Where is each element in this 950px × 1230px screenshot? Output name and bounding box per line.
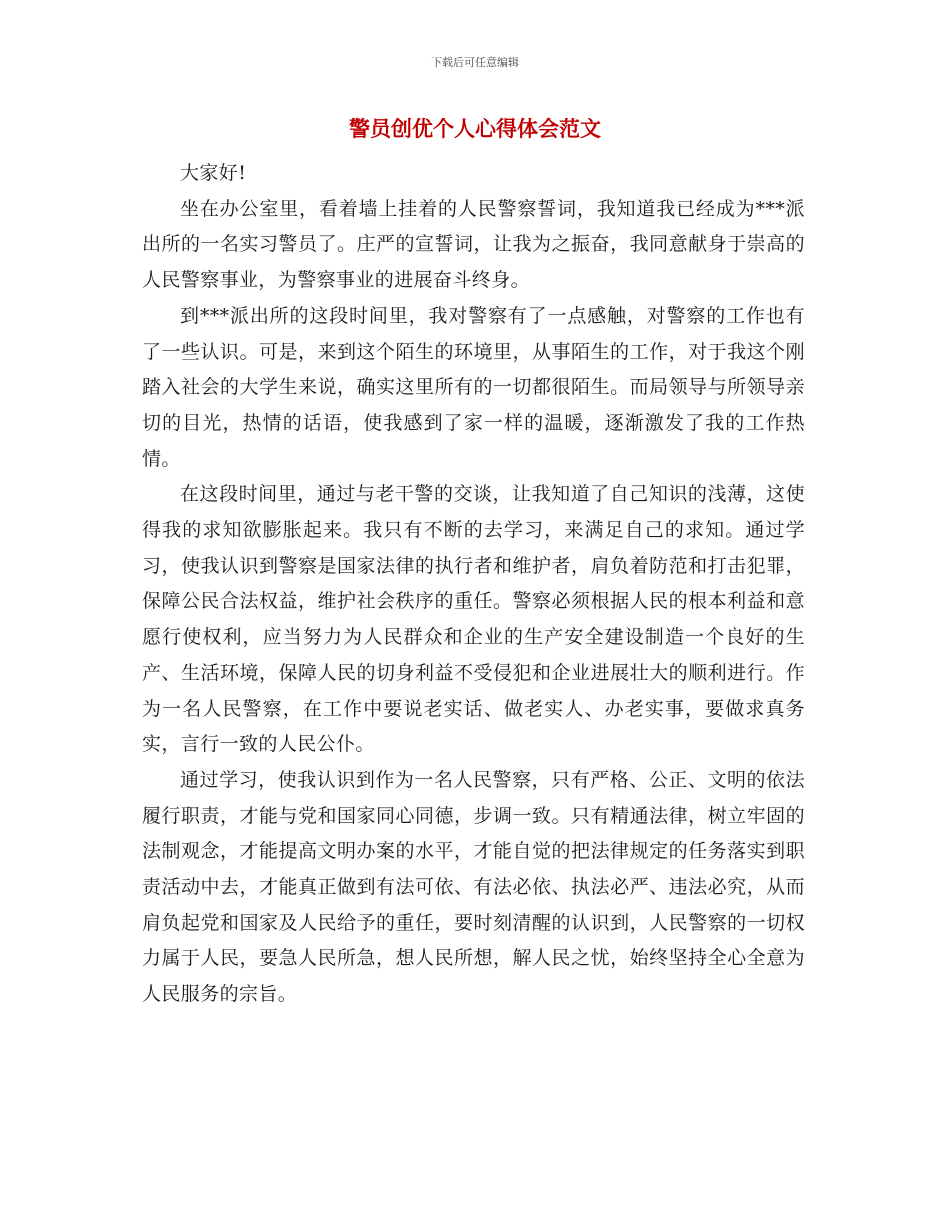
paragraph-greeting: 大家好! [180, 162, 247, 184]
paragraph: 到***派出所的这段时间里，我对警察有了一点感触，对警察的工作也有了一些认识。可是，来到这个陌生的环境里，从事陌生的工作，对于我这个刚踏入社会的大学生来说，确实这里所有的一切都很陌生。而局领导与所领导亲切的目光，热情的话语，使我感到了家一样的温暖，逐渐激发了我的工作热情。 [142, 304, 805, 470]
document-title: 警员创优个人心得体会范文 [349, 117, 601, 141]
document-body [142, 156, 805, 1013]
paragraph: 通过学习，使我认识到作为一名人民警察，只有严格、公正、文明的依法履行职责，才能与党和国家同心同德，步调一致。只有精通法律，树立牢固的法制观念，才能提高文明办案的水平，才能自觉的把法律规定的任务落实到职责活动中去，才能真正做到有法可依、有法必依、执法必严、违法必究，从而肩负起党和国家及人民给予的重任，要时刻清醒的认识到，人民警察的一切权力属于人民，要急人民所急，想人民所想，解人民之忧，始终坚持全心全意为人民服务的宗旨。 [142, 768, 805, 1006]
paragraph: 坐在办公室里，看着墙上挂着的人民警察誓词，我知道我已经成为***派出所的一名实习警员了。庄严的宣誓词，让我为之振奋，我同意献身于崇高的人民警察事业，为警察事业的进展奋斗终身。 [142, 197, 805, 292]
paragraph: 在这段时间里，通过与老干警的交谈，让我知道了自己知识的浅薄，这使得我的求知欲膨胀起来。我只有不断的去学习，来满足自己的求知。通过学习，使我认识到警察是国家法律的执行者和维护者，肩负着防范和打击犯罪，保障公民合法权益，维护社会秩序的重任。警察必须根据人民的根本利益和意愿行使权利，应当努力为人民群众和企业的生产安全建设制造一个良好的生产、生活环境，保障人民的切身利益不受侵犯和企业进展壮大的顺利进行。作为一名人民警察，在工作中要说老实话、做老实人、办老实事，要做求真务实，言行一致的人民公仆。 [142, 483, 805, 756]
header-note: 下载后可任意编辑 [431, 56, 519, 69]
